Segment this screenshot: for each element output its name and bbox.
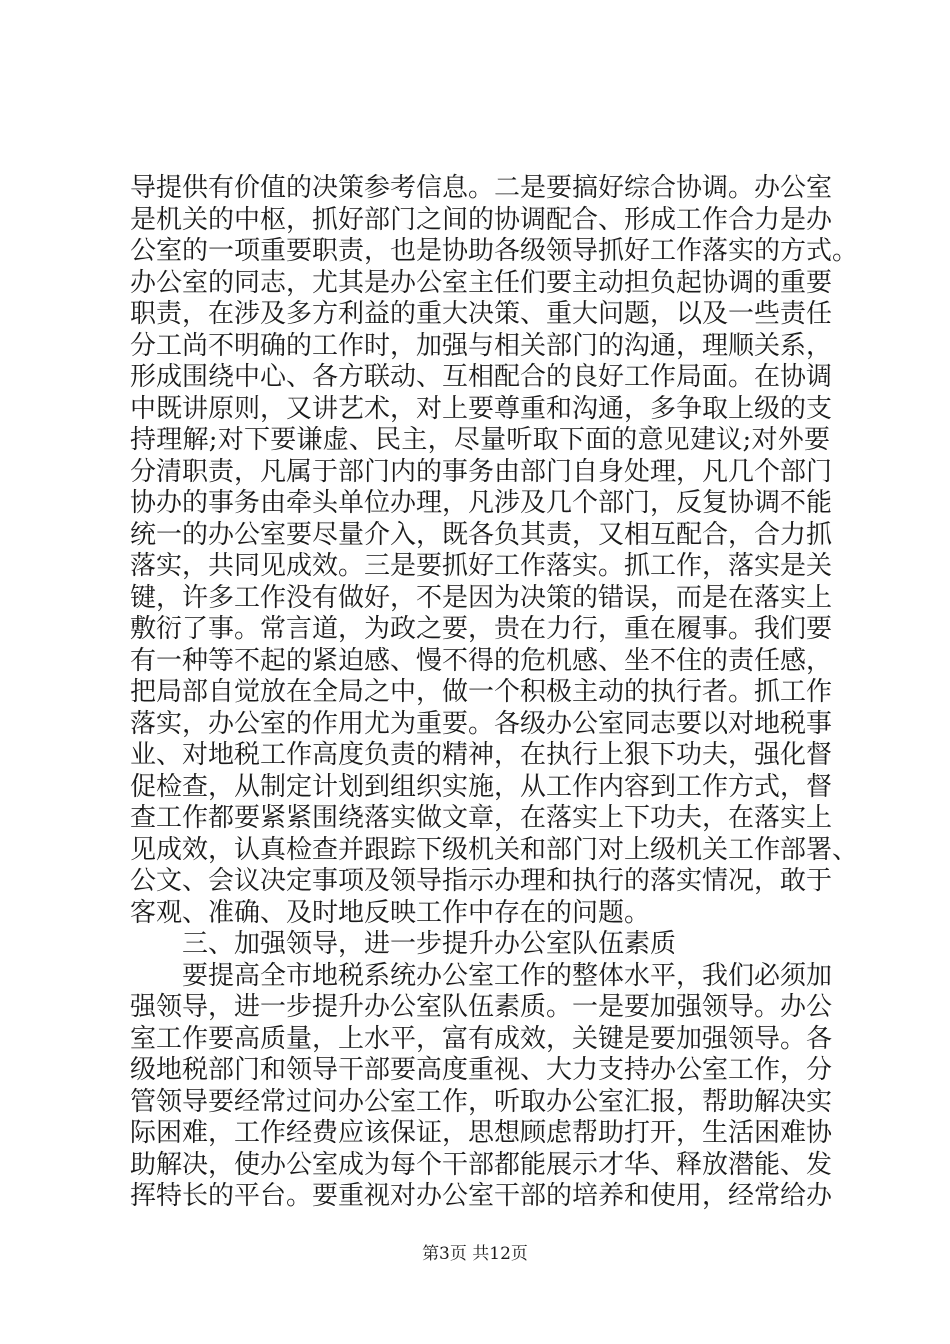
text-line: 促检查，从制定计划到组织实施，从工作内容到工作方式，督 xyxy=(130,771,833,802)
text-line: 落实，办公室的作用尤为重要。各级办公室同志要以对地税事 xyxy=(130,708,833,739)
text-line: 办公室的同志，尤其是办公室主任们要主动担负起协调的重要 xyxy=(130,267,833,298)
text-line: 强领导，进一步提升办公室队伍素质。一是要加强领导。办公 xyxy=(130,992,833,1022)
text-line: 要提高全市地税系统办公室工作的整体水平，我们必须加 xyxy=(182,960,833,991)
body-text xyxy=(130,173,859,1213)
text-line: 见成效，认真检查并跟踪下级机关和部门对上级机关工作部署、 xyxy=(130,834,859,865)
text-line: 分工尚不明确的工作时，加强与相关部门的沟通，理顺关系， xyxy=(130,330,833,361)
text-line: 中既讲原则，又讲艺术，对上要尊重和沟通，多争取上级的支 xyxy=(130,393,833,424)
text-line: 持理解;对下要谦虚、民主，尽量听取下面的意见建议;对外要 xyxy=(130,425,830,455)
text-line: 形成围绕中心、各方联动、互相配合的良好工作局面。在协调 xyxy=(130,362,833,392)
text-line: 键，许多工作没有做好，不是因为决策的错误，而是在落实上 xyxy=(130,582,833,613)
text-line: 级地税部门和领导干部要高度重视、大力支持办公室工作，分 xyxy=(130,1055,833,1085)
text-line: 业、对地税工作高度负责的精神，在执行上狠下功夫，强化督 xyxy=(130,740,833,770)
text-line: 分清职责，凡属于部门内的事务由部门自身处理，凡几个部门 xyxy=(130,456,833,487)
text-line: 室工作要高质量，上水平，富有成效，关键是要加强领导。各 xyxy=(130,1023,833,1054)
text-line: 公文、会议决定事项及领导指示办理和执行的落实情况，敢于 xyxy=(130,866,833,896)
page-number: 第3页 共12页 xyxy=(422,1244,528,1264)
text-line: 统一的办公室要尽量介入，既各负其责，又相互配合，合力抓 xyxy=(130,519,833,550)
section-heading: 三、加强领导，进一步提升办公室队伍素质 xyxy=(182,929,677,959)
text-line: 敷衍了事。常言道，为政之要，贵在力行，重在履事。我们要 xyxy=(130,614,833,644)
text-line: 助解决，使办公室成为每个干部都能展示才华、释放潜能、发 xyxy=(130,1149,833,1180)
text-line: 把局部自觉放在全局之中，做一个积极主动的执行者。抓工作 xyxy=(130,677,833,707)
text-line: 客观、准确、及时地反映工作中存在的问题。 xyxy=(130,897,651,928)
text-line: 查工作都要紧紧围绕落实做文章，在落实上下功夫，在落实上 xyxy=(130,803,833,833)
text-line: 挥特长的平台。要重视对办公室干部的培养和使用，经常给办 xyxy=(130,1181,833,1211)
text-line: 有一种等不起的紧迫感、慢不得的危机感、坐不住的责任感， xyxy=(130,645,833,676)
text-line: 公室的一项重要职责，也是协助各级领导抓好工作落实的方式。 xyxy=(130,236,859,266)
text-line: 际困难，工作经费应该保证，思想顾虑帮助打开，生活困难协 xyxy=(130,1118,833,1148)
text-line: 协办的事务由牵头单位办理，凡涉及几个部门，反复协调不能 xyxy=(130,488,833,518)
text-line: 导提供有价值的决策参考信息。二是要搞好综合协调。办公室 xyxy=(130,173,833,203)
text-line: 落实，共同见成效。三是要抓好工作落实。抓工作，落实是关 xyxy=(130,551,833,581)
text-line: 是机关的中枢，抓好部门之间的协调配合、形成工作合力是办 xyxy=(130,204,833,235)
text-line: 职责，在涉及多方利益的重大决策、重大问题，以及一些责任 xyxy=(130,299,833,329)
text-line: 管领导要经常过问办公室工作，听取办公室汇报，帮助解决实 xyxy=(130,1086,833,1117)
